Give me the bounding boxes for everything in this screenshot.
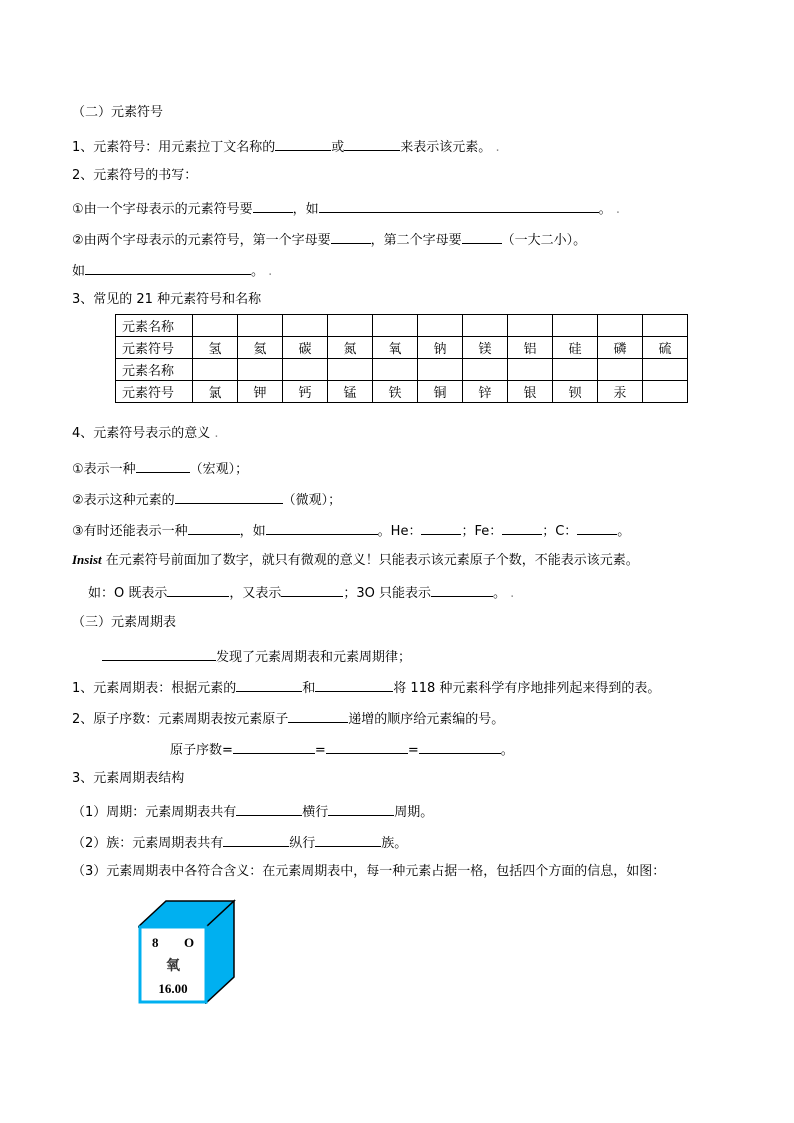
table-cell: 镁 [463,337,508,359]
table-cell: 铁 [373,381,418,403]
table-cell: 汞 [598,381,643,403]
line-atomic-number: 2、原子序数：元素周期表按元素原子 递增的顺序给元素编的号。 [72,708,504,729]
blank[interactable] [577,520,617,535]
blank[interactable] [85,260,251,275]
blank[interactable] [315,832,381,847]
line-atomic-number-equation: 原子序数= = = 。 [170,739,514,760]
element-symbol: O [184,935,195,950]
table-cell[interactable] [238,359,283,381]
line-common-elements: 3、常见的 21 种元素符号和名称 [72,292,262,307]
line-meaning-macro: ①表示一种 （宏观）； [72,458,248,479]
blank[interactable] [281,582,343,597]
table-row [116,315,688,337]
element-name: 氧 [166,958,180,974]
blank[interactable] [223,832,289,847]
table-cell[interactable] [328,359,373,381]
table-cell[interactable] [643,315,688,337]
table-cell: 硫 [643,337,688,359]
table-cell: 钠 [418,337,463,359]
blank[interactable] [288,708,348,723]
blank[interactable] [326,739,408,754]
element-cell-figure [138,899,238,1004]
blank[interactable] [319,198,599,213]
table-cell[interactable] [463,359,508,381]
table-cell: 氢 [193,337,238,359]
table-cell[interactable] [508,315,553,337]
line-symbol-writing: 2、元素符号的书写： [72,168,198,183]
blank[interactable] [344,136,400,151]
table-row [116,337,688,359]
blank[interactable] [253,198,293,213]
blank[interactable] [331,229,371,244]
line-two-letters: ②由两个字母表示的元素符号，第一个字母要 ，第二个字母要 （一大二小）。 [72,229,586,250]
table-cell [643,381,688,403]
table-cell: 铝 [508,337,553,359]
table-cell: 钾 [238,381,283,403]
table-cell[interactable] [373,359,418,381]
table-cell[interactable] [598,315,643,337]
table-cell[interactable] [283,315,328,337]
row-label: 元素名称 [116,315,193,337]
table-cell[interactable] [238,315,283,337]
table-cell: 锌 [463,381,508,403]
table-cell: 锰 [328,381,373,403]
table-cell[interactable] [418,359,463,381]
line-symbol-definition: 1、元素符号：用元素拉丁文名称的 或 来表示该元素。 . [72,136,500,157]
line-periods: （1）周期：元素周期表共有 横行 周期。 [72,801,433,822]
table-cell: 硅 [553,337,598,359]
table-row [116,359,688,381]
table-cell: 氯 [193,381,238,403]
blank[interactable] [502,520,542,535]
blank[interactable] [315,677,393,692]
blank[interactable] [236,677,302,692]
table-cell: 铜 [418,381,463,403]
table-cell: 磷 [598,337,643,359]
blank[interactable] [328,801,394,816]
insist-label: Insist [72,552,102,567]
table-cell: 钙 [283,381,328,403]
atomic-number: 8 [152,935,159,950]
blank[interactable] [188,520,240,535]
line-meaning-micro: ②表示这种元素的 （微观）； [72,489,341,510]
table-cell: 碳 [283,337,328,359]
line-oxygen-example: 如：O 既表示 ，又表示 ；3O 只能表示 。 . [88,582,514,603]
atomic-mass: 16.00 [158,981,188,996]
blank[interactable] [419,739,501,754]
blank[interactable] [233,739,315,754]
table-cell: 氦 [238,337,283,359]
table-row [116,381,688,403]
table-cell[interactable] [463,315,508,337]
table-cell[interactable] [193,359,238,381]
blank[interactable] [266,520,378,535]
table-cell[interactable] [553,315,598,337]
table-cell[interactable] [553,359,598,381]
line-cell-meaning: （3）元素周期表中各符合含义：在元素周期表中，每一种元素占据一格，包括四个方面的信息，如图： [72,864,666,879]
blank[interactable] [175,489,283,504]
table-cell[interactable] [508,359,553,381]
row-label: 元素符号 [116,337,193,359]
line-discoverer: 发现了元素周期表和元素周期律； [102,646,411,667]
table-cell[interactable] [418,315,463,337]
blank[interactable] [136,458,190,473]
line-periodic-definition: 1、元素周期表：根据元素的 和 将 118 种元素科学有序地排列起来得到的表。 [72,677,660,698]
blank[interactable] [462,229,502,244]
table-cell: 氧 [373,337,418,359]
line-symbol-meaning: 4、元素符号表示的意义 . [72,426,219,441]
line-single-letter: ①由一个字母表示的元素符号要 ，如 。 . [72,198,620,219]
line-groups: （2）族：元素周期表共有 纵行 族。 [72,832,407,853]
section-heading-periodic: （三）元素周期表 [72,615,177,630]
table-cell[interactable] [193,315,238,337]
table-cell: 钡 [553,381,598,403]
table-cell[interactable] [328,315,373,337]
table-cell[interactable] [643,359,688,381]
table-cell: 银 [508,381,553,403]
table-cell[interactable] [598,359,643,381]
table-cell[interactable] [373,315,418,337]
table-cell[interactable] [283,359,328,381]
blank[interactable] [102,646,216,661]
line-example: 如 。 . [72,260,272,281]
blank[interactable] [167,582,229,597]
blank[interactable] [431,582,493,597]
table-cell: 氮 [328,337,373,359]
blank[interactable] [236,801,302,816]
line-insist-note: Insist 在元素符号前面加了数字，就只有微观的意义！只能表示该元素原子个数，不能表示该元素。 [72,552,639,568]
section-heading-symbols: （二）元素符号 [72,105,164,120]
row-label: 元素符号 [116,381,193,403]
element-table [115,314,688,403]
blank[interactable] [275,136,331,151]
blank[interactable] [421,520,461,535]
line-table-structure: 3、元素周期表结构 [72,771,185,786]
line-meaning-substance: ③有时还能表示一种 ，如 。He： ；Fe： ；C： 。 [72,520,630,541]
row-label: 元素名称 [116,359,193,381]
